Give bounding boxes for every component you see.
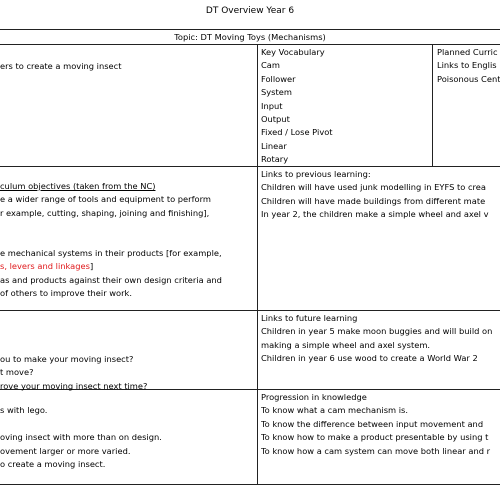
blank-line (0, 339, 255, 352)
nc-objectives-cell (0, 180, 255, 301)
table-border-top (0, 29, 500, 30)
page-title: DT Overview Year 6 (205, 6, 295, 16)
progression-line: To know the difference between input movement and (261, 418, 484, 429)
blank-line (0, 326, 255, 339)
nc-objective-line: r example, cutting, shaping, joining and finishing], (0, 207, 210, 218)
previous-learning-line: Children will have made buildings from different mate (261, 195, 486, 206)
question-line: ou to make your moving insect? (0, 353, 134, 364)
previous-learning-line: Children will have used junk modelling in EYFS to crea (261, 182, 486, 193)
activity-line: s with lego. (0, 405, 48, 416)
activity-line: oving insect with more than on design. (0, 432, 162, 443)
future-learning-line: Children in year 5 make moon buggies and will build on (261, 326, 493, 337)
table-border-bottom (0, 484, 500, 485)
planned-column-divider (432, 44, 433, 166)
linkages-text: linkages (55, 261, 90, 272)
nc-objectives-heading: culum objectives (taken from the NC) (0, 181, 156, 191)
blank-line (0, 234, 255, 247)
future-learning-line: Children in year 6 use wood to create a World War 2 (261, 353, 478, 364)
activities-cell (0, 391, 255, 471)
planned-curriculum-cell (437, 46, 500, 86)
previous-learning-heading: Links to previous learning: (261, 169, 371, 179)
blank-line (0, 220, 255, 233)
progression-line: To know what a cam mechanism is. (261, 405, 409, 416)
activity-line: o create a moving insect. (0, 458, 106, 469)
vocab-item: Rotary (261, 154, 289, 165)
activity-line: ovement larger or more varied. (0, 445, 131, 456)
progression-knowledge-cell (261, 391, 500, 458)
vocab-item: Linear (261, 140, 287, 151)
blank-line (0, 418, 255, 431)
closing-bracket: ] (89, 261, 94, 272)
progression-line: To know how to make a product presentable by using t (261, 432, 489, 443)
progression-line: To know how a cam system can move both linear and r (261, 445, 491, 456)
questions-cell (0, 326, 255, 393)
nc-objective-mechanisms-line (0, 260, 255, 273)
vocab-item: Output (261, 113, 290, 124)
nc-objective-line: as and products against their own design criteria and (0, 274, 222, 285)
future-learning-cell (261, 312, 500, 366)
and-text: and (34, 261, 56, 272)
vocab-heading: Key Vocabulary (261, 47, 325, 57)
future-learning-line: making a simple wheel and axel system. (261, 339, 431, 350)
row1-left-line: ers to create a moving insect (0, 61, 122, 71)
key-vocabulary-cell (261, 46, 431, 167)
progression-heading: Progression in knowledge (261, 392, 367, 402)
levers-text: s, levers (0, 261, 35, 272)
planned-item: Poisonous Cent (437, 73, 500, 84)
planned-heading: Planned Curric (437, 47, 498, 57)
planned-item: Links to Englis (437, 60, 497, 71)
future-learning-heading: Links to future learning (261, 313, 358, 323)
question-line: rove your moving insect next time? (0, 380, 148, 391)
nc-objective-line: e mechanical systems in their products [for example, (0, 247, 222, 258)
vocab-item: Input (261, 100, 283, 111)
topic-heading: Topic: DT Moving Toys (Mechanisms) (174, 32, 326, 42)
previous-learning-cell (261, 168, 500, 222)
question-line: t move? (0, 367, 34, 378)
previous-learning-line: In year 2, the children make a simple wheel and axel v (261, 209, 489, 220)
topic-row-border (0, 44, 500, 45)
vocab-item: Cam (261, 60, 280, 71)
vocab-item: Fixed / Lose Pivot (261, 127, 333, 138)
blank-line (0, 391, 255, 404)
vocab-item: System (261, 87, 292, 98)
vocab-item: Follower (261, 73, 296, 84)
column-divider (257, 44, 258, 485)
nc-objective-line: e a wider range of tools and equipment to perform (0, 194, 211, 205)
row1-left-cell (0, 60, 255, 73)
row2-border (0, 310, 500, 311)
nc-objective-line: of others to improve their work. (0, 288, 132, 299)
